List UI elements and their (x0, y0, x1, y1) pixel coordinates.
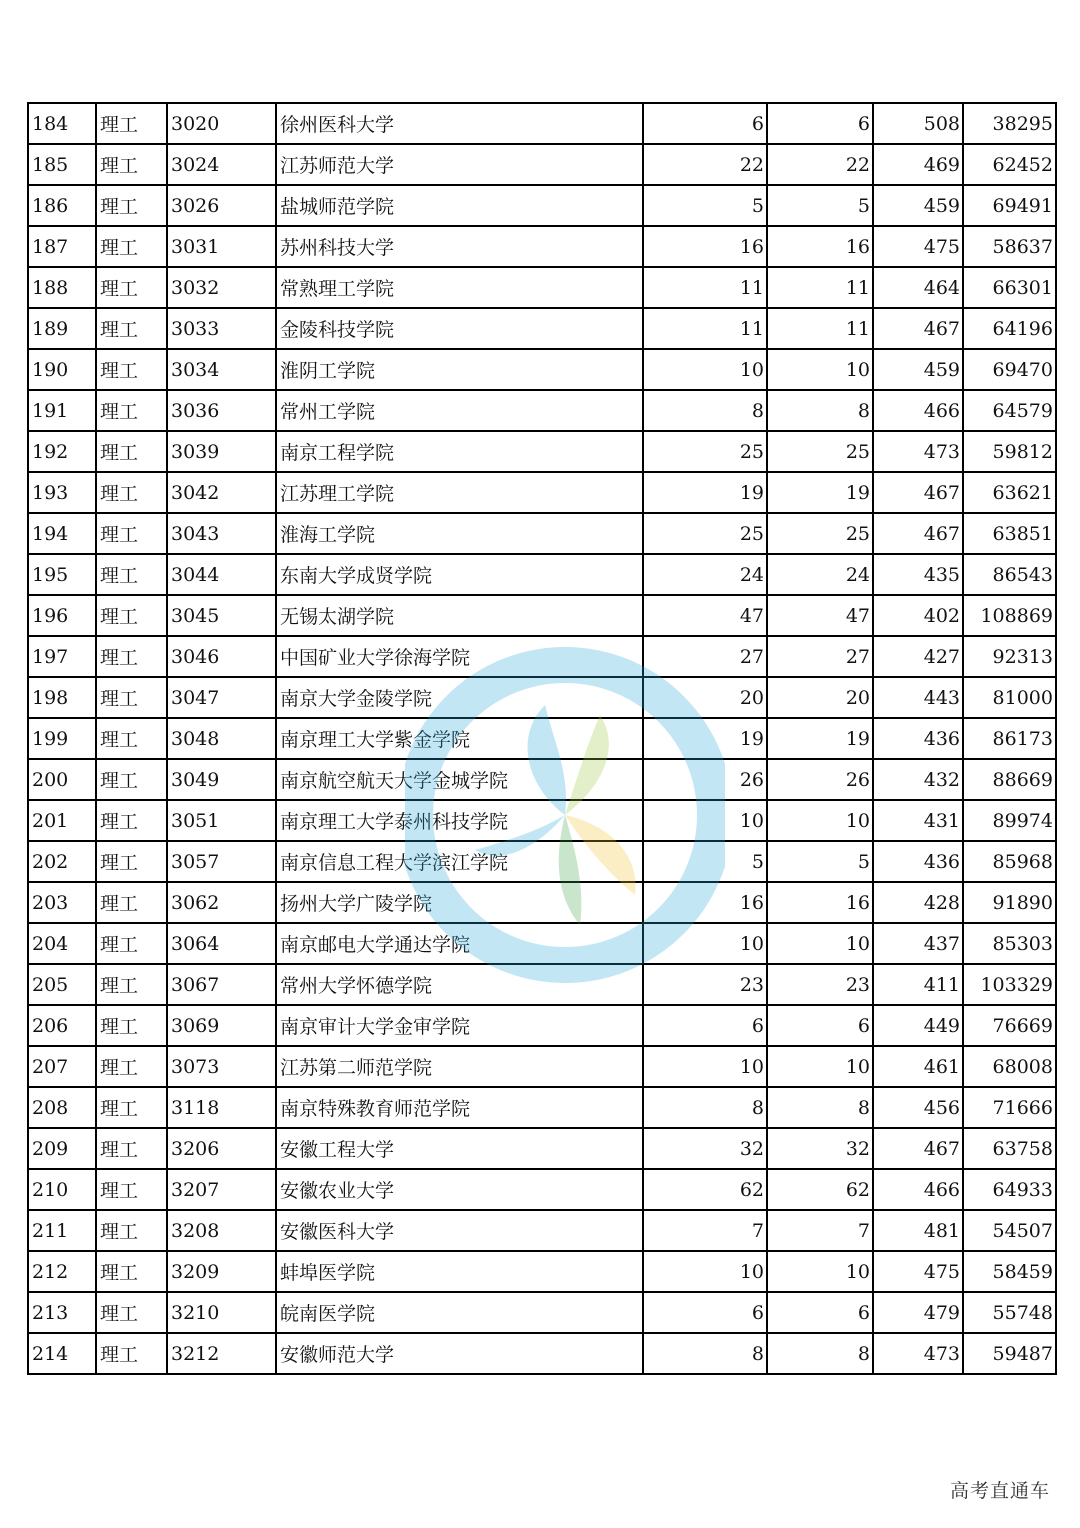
cell-index: 211 (28, 1210, 96, 1251)
cell-plan: 19 (643, 718, 767, 759)
cell-plan: 5 (643, 185, 767, 226)
cell-index: 191 (28, 390, 96, 431)
cell-admitted: 11 (767, 267, 873, 308)
table-row (28, 1210, 1056, 1251)
cell-admitted: 6 (767, 1005, 873, 1046)
cell-plan: 20 (643, 677, 767, 718)
cell-school: 南京理工大学泰州科技学院 (276, 800, 643, 841)
cell-plan: 25 (643, 513, 767, 554)
cell-school: 南京信息工程大学滨江学院 (276, 841, 643, 882)
cell-min-score: 435 (873, 554, 963, 595)
cell-index: 187 (28, 226, 96, 267)
cell-code: 3048 (167, 718, 276, 759)
cell-category: 理工 (96, 923, 167, 964)
cell-plan: 5 (643, 841, 767, 882)
table-row (28, 1005, 1056, 1046)
table-row (28, 1169, 1056, 1210)
cell-rank: 59487 (963, 1333, 1056, 1374)
cell-code: 3206 (167, 1128, 276, 1169)
cell-rank: 58459 (963, 1251, 1056, 1292)
cell-min-score: 459 (873, 349, 963, 390)
table-row (28, 1292, 1056, 1333)
cell-rank: 81000 (963, 677, 1056, 718)
cell-admitted: 8 (767, 1087, 873, 1128)
cell-admitted: 10 (767, 800, 873, 841)
cell-min-score: 428 (873, 882, 963, 923)
cell-plan: 22 (643, 144, 767, 185)
cell-index: 201 (28, 800, 96, 841)
cell-rank: 76669 (963, 1005, 1056, 1046)
cell-school: 蚌埠医学院 (276, 1251, 643, 1292)
cell-code: 3207 (167, 1169, 276, 1210)
cell-admitted: 6 (767, 1292, 873, 1333)
cell-plan: 8 (643, 1087, 767, 1128)
cell-school: 安徽师范大学 (276, 1333, 643, 1374)
cell-index: 190 (28, 349, 96, 390)
cell-rank: 64933 (963, 1169, 1056, 1210)
cell-plan: 11 (643, 308, 767, 349)
cell-admitted: 6 (767, 103, 873, 144)
cell-code: 3044 (167, 554, 276, 595)
table-row (28, 308, 1056, 349)
cell-rank: 68008 (963, 1046, 1056, 1087)
cell-rank: 89974 (963, 800, 1056, 841)
cell-rank: 85303 (963, 923, 1056, 964)
cell-index: 199 (28, 718, 96, 759)
table-row (28, 349, 1056, 390)
cell-index: 204 (28, 923, 96, 964)
admissions-table (27, 102, 1057, 1375)
cell-school: 金陵科技学院 (276, 308, 643, 349)
cell-min-score: 508 (873, 103, 963, 144)
cell-plan: 19 (643, 472, 767, 513)
cell-admitted: 7 (767, 1210, 873, 1251)
cell-category: 理工 (96, 390, 167, 431)
cell-plan: 16 (643, 882, 767, 923)
cell-school: 江苏第二师范学院 (276, 1046, 643, 1087)
cell-school: 苏州科技大学 (276, 226, 643, 267)
cell-min-score: 467 (873, 308, 963, 349)
cell-rank: 63621 (963, 472, 1056, 513)
cell-category: 理工 (96, 800, 167, 841)
cell-school: 南京特殊教育师范学院 (276, 1087, 643, 1128)
table-row (28, 226, 1056, 267)
cell-rank: 63758 (963, 1128, 1056, 1169)
cell-plan: 10 (643, 1046, 767, 1087)
cell-min-score: 459 (873, 185, 963, 226)
cell-code: 3039 (167, 431, 276, 472)
cell-code: 3020 (167, 103, 276, 144)
cell-school: 皖南医学院 (276, 1292, 643, 1333)
cell-admitted: 5 (767, 841, 873, 882)
cell-code: 3057 (167, 841, 276, 882)
cell-category: 理工 (96, 1169, 167, 1210)
cell-category: 理工 (96, 144, 167, 185)
cell-code: 3031 (167, 226, 276, 267)
cell-index: 184 (28, 103, 96, 144)
cell-index: 208 (28, 1087, 96, 1128)
cell-school: 南京理工大学紫金学院 (276, 718, 643, 759)
cell-category: 理工 (96, 1046, 167, 1087)
cell-rank: 38295 (963, 103, 1056, 144)
cell-school: 江苏师范大学 (276, 144, 643, 185)
cell-min-score: 436 (873, 841, 963, 882)
cell-category: 理工 (96, 718, 167, 759)
cell-index: 210 (28, 1169, 96, 1210)
table-row (28, 513, 1056, 554)
cell-code: 3046 (167, 636, 276, 677)
cell-admitted: 11 (767, 308, 873, 349)
cell-min-score: 469 (873, 144, 963, 185)
table-row (28, 267, 1056, 308)
cell-rank: 63851 (963, 513, 1056, 554)
cell-index: 205 (28, 964, 96, 1005)
table-row (28, 1251, 1056, 1292)
cell-school: 中国矿业大学徐海学院 (276, 636, 643, 677)
cell-min-score: 467 (873, 513, 963, 554)
cell-admitted: 26 (767, 759, 873, 800)
cell-school: 南京工程学院 (276, 431, 643, 472)
cell-index: 195 (28, 554, 96, 595)
cell-rank: 69491 (963, 185, 1056, 226)
cell-rank: 55748 (963, 1292, 1056, 1333)
cell-category: 理工 (96, 882, 167, 923)
cell-code: 3209 (167, 1251, 276, 1292)
cell-admitted: 23 (767, 964, 873, 1005)
cell-school: 淮阴工学院 (276, 349, 643, 390)
cell-index: 213 (28, 1292, 96, 1333)
cell-category: 理工 (96, 841, 167, 882)
cell-rank: 92313 (963, 636, 1056, 677)
cell-index: 194 (28, 513, 96, 554)
cell-index: 209 (28, 1128, 96, 1169)
cell-index: 207 (28, 1046, 96, 1087)
cell-rank: 62452 (963, 144, 1056, 185)
cell-rank: 91890 (963, 882, 1056, 923)
table-row (28, 144, 1056, 185)
cell-min-score: 436 (873, 718, 963, 759)
cell-plan: 10 (643, 349, 767, 390)
cell-min-score: 473 (873, 1333, 963, 1374)
cell-category: 理工 (96, 185, 167, 226)
cell-admitted: 27 (767, 636, 873, 677)
cell-code: 3069 (167, 1005, 276, 1046)
cell-rank: 103329 (963, 964, 1056, 1005)
cell-school: 常州大学怀德学院 (276, 964, 643, 1005)
cell-code: 3024 (167, 144, 276, 185)
cell-code: 3118 (167, 1087, 276, 1128)
cell-code: 3036 (167, 390, 276, 431)
cell-index: 198 (28, 677, 96, 718)
cell-school: 南京邮电大学通达学院 (276, 923, 643, 964)
cell-min-score: 432 (873, 759, 963, 800)
cell-rank: 88669 (963, 759, 1056, 800)
cell-plan: 8 (643, 1333, 767, 1374)
cell-plan: 23 (643, 964, 767, 1005)
cell-category: 理工 (96, 308, 167, 349)
cell-min-score: 467 (873, 1128, 963, 1169)
cell-admitted: 8 (767, 390, 873, 431)
cell-category: 理工 (96, 349, 167, 390)
cell-index: 188 (28, 267, 96, 308)
cell-category: 理工 (96, 431, 167, 472)
footer-source-label: 高考直通车 (948, 1476, 1052, 1503)
table-row (28, 964, 1056, 1005)
table-row (28, 882, 1056, 923)
cell-code: 3033 (167, 308, 276, 349)
cell-category: 理工 (96, 1251, 167, 1292)
table-row (28, 1087, 1056, 1128)
cell-min-score: 461 (873, 1046, 963, 1087)
cell-category: 理工 (96, 554, 167, 595)
cell-code: 3073 (167, 1046, 276, 1087)
cell-code: 3047 (167, 677, 276, 718)
cell-category: 理工 (96, 267, 167, 308)
cell-code: 3042 (167, 472, 276, 513)
cell-min-score: 431 (873, 800, 963, 841)
cell-min-score: 467 (873, 472, 963, 513)
cell-category: 理工 (96, 1210, 167, 1251)
cell-category: 理工 (96, 636, 167, 677)
cell-code: 3043 (167, 513, 276, 554)
cell-category: 理工 (96, 759, 167, 800)
cell-plan: 8 (643, 390, 767, 431)
cell-admitted: 24 (767, 554, 873, 595)
cell-rank: 64196 (963, 308, 1056, 349)
cell-school: 常熟理工学院 (276, 267, 643, 308)
cell-school: 安徽工程大学 (276, 1128, 643, 1169)
cell-plan: 47 (643, 595, 767, 636)
cell-min-score: 473 (873, 431, 963, 472)
cell-rank: 108869 (963, 595, 1056, 636)
cell-school: 南京审计大学金审学院 (276, 1005, 643, 1046)
cell-rank: 54507 (963, 1210, 1056, 1251)
cell-index: 203 (28, 882, 96, 923)
cell-index: 196 (28, 595, 96, 636)
cell-rank: 85968 (963, 841, 1056, 882)
cell-admitted: 62 (767, 1169, 873, 1210)
cell-category: 理工 (96, 964, 167, 1005)
cell-plan: 26 (643, 759, 767, 800)
cell-school: 徐州医科大学 (276, 103, 643, 144)
cell-min-score: 481 (873, 1210, 963, 1251)
table-row (28, 472, 1056, 513)
table-row (28, 390, 1056, 431)
cell-admitted: 25 (767, 431, 873, 472)
cell-code: 3026 (167, 185, 276, 226)
table-row (28, 103, 1056, 144)
table-row (28, 800, 1056, 841)
cell-category: 理工 (96, 103, 167, 144)
cell-school: 扬州大学广陵学院 (276, 882, 643, 923)
cell-rank: 59812 (963, 431, 1056, 472)
cell-index: 186 (28, 185, 96, 226)
cell-code: 3212 (167, 1333, 276, 1374)
cell-code: 3045 (167, 595, 276, 636)
table-row (28, 923, 1056, 964)
cell-admitted: 16 (767, 226, 873, 267)
cell-min-score: 449 (873, 1005, 963, 1046)
table-row (28, 431, 1056, 472)
cell-plan: 24 (643, 554, 767, 595)
cell-plan: 32 (643, 1128, 767, 1169)
table-row (28, 718, 1056, 759)
cell-min-score: 475 (873, 226, 963, 267)
cell-category: 理工 (96, 677, 167, 718)
cell-min-score: 466 (873, 1169, 963, 1210)
cell-admitted: 19 (767, 718, 873, 759)
cell-admitted: 10 (767, 349, 873, 390)
cell-admitted: 20 (767, 677, 873, 718)
cell-plan: 6 (643, 1292, 767, 1333)
cell-index: 197 (28, 636, 96, 677)
cell-code: 3067 (167, 964, 276, 1005)
cell-school: 东南大学成贤学院 (276, 554, 643, 595)
cell-code: 3032 (167, 267, 276, 308)
cell-rank: 58637 (963, 226, 1056, 267)
cell-index: 189 (28, 308, 96, 349)
cell-plan: 62 (643, 1169, 767, 1210)
cell-index: 214 (28, 1333, 96, 1374)
table-row (28, 1046, 1056, 1087)
cell-category: 理工 (96, 1087, 167, 1128)
cell-rank: 86173 (963, 718, 1056, 759)
cell-plan: 25 (643, 431, 767, 472)
cell-min-score: 456 (873, 1087, 963, 1128)
cell-index: 185 (28, 144, 96, 185)
cell-admitted: 10 (767, 1046, 873, 1087)
cell-rank: 69470 (963, 349, 1056, 390)
cell-admitted: 25 (767, 513, 873, 554)
cell-admitted: 10 (767, 1251, 873, 1292)
cell-admitted: 32 (767, 1128, 873, 1169)
cell-school: 南京航空航天大学金城学院 (276, 759, 643, 800)
cell-index: 200 (28, 759, 96, 800)
table-row (28, 185, 1056, 226)
cell-min-score: 427 (873, 636, 963, 677)
table-row (28, 554, 1056, 595)
table-row (28, 841, 1056, 882)
table-row (28, 636, 1056, 677)
cell-school: 南京大学金陵学院 (276, 677, 643, 718)
cell-category: 理工 (96, 1005, 167, 1046)
cell-rank: 66301 (963, 267, 1056, 308)
cell-min-score: 411 (873, 964, 963, 1005)
cell-admitted: 16 (767, 882, 873, 923)
cell-rank: 86543 (963, 554, 1056, 595)
cell-min-score: 475 (873, 1251, 963, 1292)
table-row (28, 759, 1056, 800)
cell-index: 192 (28, 431, 96, 472)
cell-category: 理工 (96, 472, 167, 513)
cell-school: 淮海工学院 (276, 513, 643, 554)
cell-plan: 6 (643, 103, 767, 144)
cell-index: 193 (28, 472, 96, 513)
cell-admitted: 8 (767, 1333, 873, 1374)
cell-plan: 10 (643, 923, 767, 964)
cell-admitted: 10 (767, 923, 873, 964)
cell-school: 盐城师范学院 (276, 185, 643, 226)
cell-admitted: 19 (767, 472, 873, 513)
cell-plan: 10 (643, 1251, 767, 1292)
cell-category: 理工 (96, 226, 167, 267)
cell-plan: 27 (643, 636, 767, 677)
cell-category: 理工 (96, 595, 167, 636)
cell-admitted: 22 (767, 144, 873, 185)
table-row (28, 595, 1056, 636)
cell-admitted: 47 (767, 595, 873, 636)
cell-category: 理工 (96, 1333, 167, 1374)
cell-plan: 16 (643, 226, 767, 267)
table-row (28, 1128, 1056, 1169)
cell-code: 3064 (167, 923, 276, 964)
cell-category: 理工 (96, 1128, 167, 1169)
cell-index: 212 (28, 1251, 96, 1292)
cell-min-score: 466 (873, 390, 963, 431)
cell-school: 安徽农业大学 (276, 1169, 643, 1210)
cell-min-score: 402 (873, 595, 963, 636)
cell-category: 理工 (96, 1292, 167, 1333)
cell-plan: 7 (643, 1210, 767, 1251)
cell-rank: 71666 (963, 1087, 1056, 1128)
cell-code: 3034 (167, 349, 276, 390)
cell-plan: 6 (643, 1005, 767, 1046)
cell-code: 3049 (167, 759, 276, 800)
cell-min-score: 464 (873, 267, 963, 308)
cell-min-score: 437 (873, 923, 963, 964)
cell-school: 安徽医科大学 (276, 1210, 643, 1251)
cell-school: 无锡太湖学院 (276, 595, 643, 636)
cell-code: 3208 (167, 1210, 276, 1251)
table-row (28, 677, 1056, 718)
cell-index: 202 (28, 841, 96, 882)
cell-plan: 11 (643, 267, 767, 308)
cell-code: 3210 (167, 1292, 276, 1333)
cell-category: 理工 (96, 513, 167, 554)
cell-index: 206 (28, 1005, 96, 1046)
cell-admitted: 5 (767, 185, 873, 226)
cell-code: 3051 (167, 800, 276, 841)
cell-school: 江苏理工学院 (276, 472, 643, 513)
cell-rank: 64579 (963, 390, 1056, 431)
table-row (28, 1333, 1056, 1374)
cell-plan: 10 (643, 800, 767, 841)
cell-school: 常州工学院 (276, 390, 643, 431)
cell-code: 3062 (167, 882, 276, 923)
cell-min-score: 479 (873, 1292, 963, 1333)
cell-min-score: 443 (873, 677, 963, 718)
